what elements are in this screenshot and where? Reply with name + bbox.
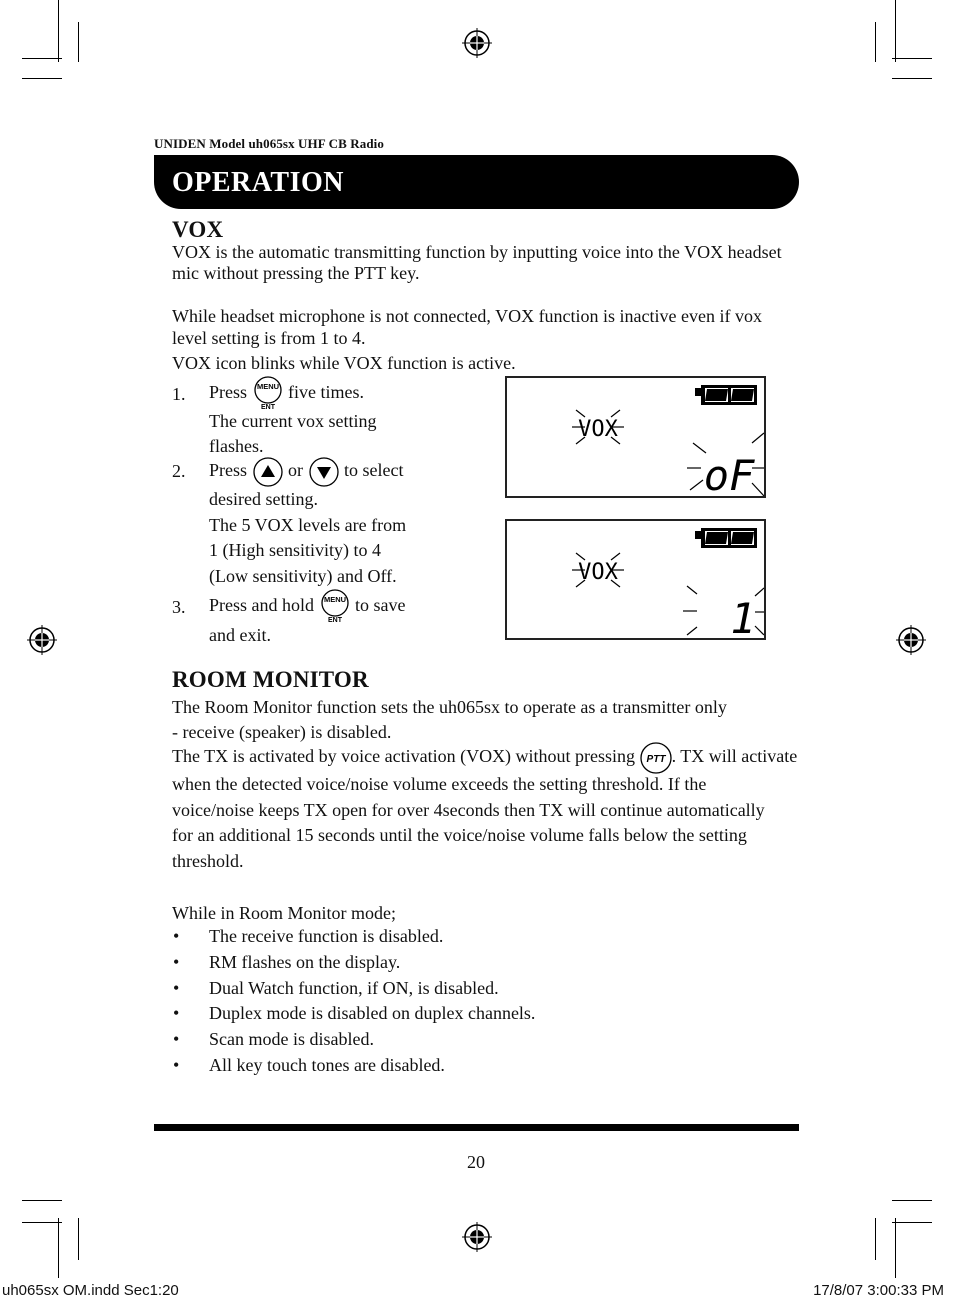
lcd-graphic — [507, 521, 764, 638]
registration-mark-icon — [462, 28, 492, 58]
svg-text:ENT: ENT — [327, 617, 342, 624]
room-monitor-para2-first — [172, 741, 797, 775]
lcd-value: 1 — [730, 594, 756, 638]
section-title: OPERATION — [172, 167, 344, 198]
lcd-graphic — [507, 378, 764, 496]
down-arrow-key-icon — [308, 456, 340, 488]
timestamp: 17/8/07 3:00:33 PM — [813, 1282, 944, 1299]
list-item: RM flashes on the display. — [209, 952, 401, 972]
bullet-icon: • — [173, 1055, 180, 1075]
step-number: 2. — [172, 461, 186, 481]
step-1-line: flashes. — [209, 436, 264, 456]
lcd-vox-label: VOX — [578, 417, 618, 442]
vox-note-line-3: VOX icon blinks while VOX function is active. — [172, 353, 516, 373]
para-text: The TX is activated by voice activation (VOX) without pressing — [172, 746, 636, 767]
step-text: five times. — [288, 382, 364, 403]
step-text: to select — [344, 460, 404, 481]
step-2-line: 1 (High sensitivity) to 4 — [209, 540, 381, 560]
footer-rule — [154, 1124, 799, 1131]
bullet-icon: • — [173, 978, 180, 998]
svg-text:MENU: MENU — [323, 595, 346, 604]
battery-icon — [695, 528, 757, 548]
registration-mark-icon — [462, 1222, 492, 1252]
room-monitor-para2-line: threshold. — [172, 851, 244, 871]
svg-text:PTT: PTT — [646, 754, 666, 765]
para-text: . TX will activate — [671, 746, 798, 767]
room-monitor-para2-line: when the detected voice/noise volume exceeds the setting threshold. If the — [172, 774, 707, 794]
step-2-line: (Low sensitivity) and Off. — [209, 566, 397, 586]
step-2 — [209, 456, 404, 488]
step-number: 1. — [172, 384, 186, 404]
vox-intro-line-1: VOX is the automatic transmitting function by inputting voice into the VOX headset — [172, 242, 782, 262]
step-text: Press — [209, 460, 248, 481]
room-monitor-para2-line: for an additional 15 seconds until the voice/noise volume falls below the setting — [172, 825, 747, 845]
list-item: Duplex mode is disabled on duplex channels. — [209, 1003, 536, 1023]
step-2-line: The 5 VOX levels are from — [209, 515, 407, 535]
section-banner — [154, 155, 799, 209]
menu-ent-key-icon — [319, 589, 351, 625]
bullet-icon: • — [173, 926, 180, 946]
registration-mark-icon — [27, 625, 57, 655]
step-text: Press — [209, 382, 248, 403]
up-arrow-key-icon — [252, 456, 284, 488]
step-text: Press and hold — [209, 595, 314, 616]
lcd-vox-label: VOX — [578, 560, 618, 585]
step-2-line: desired setting. — [209, 489, 318, 509]
room-monitor-para2-line: voice/noise keeps TX open for over 4seconds then TX will continue automatically — [172, 800, 765, 820]
ptt-key-icon — [640, 741, 672, 775]
step-text: to save — [355, 595, 406, 616]
vox-note-line-1: While headset microphone is not connected, VOX function is inactive even if vox — [172, 306, 763, 326]
bullet-icon: • — [173, 1003, 180, 1023]
step-1 — [209, 376, 364, 412]
vox-note-line-2: level setting is from 1 to 4. — [172, 328, 366, 348]
bullet-icon: • — [173, 952, 180, 972]
step-1-line: The current vox setting — [209, 411, 377, 431]
file-info: uh065sx OM.indd Sec1:20 — [2, 1282, 179, 1299]
list-item: The receive function is disabled. — [209, 926, 444, 946]
room-monitor-while: While in Room Monitor mode; — [172, 903, 396, 923]
list-item: Dual Watch function, if ON, is disabled. — [209, 978, 499, 998]
vox-heading: VOX — [172, 217, 224, 242]
vox-intro-line-2: mic without pressing the PTT key. — [172, 263, 420, 283]
bullet-icon: • — [173, 1029, 180, 1049]
step-text: or — [288, 460, 304, 481]
registration-mark-icon — [896, 625, 926, 655]
page-number: 20 — [467, 1152, 485, 1172]
step-number: 3. — [172, 597, 186, 617]
battery-icon — [695, 385, 757, 405]
room-monitor-para1-line: - receive (speaker) is disabled. — [172, 722, 392, 742]
step-3-line: and exit. — [209, 625, 271, 645]
lcd-display-off — [505, 376, 766, 498]
step-3 — [209, 589, 405, 625]
svg-text:MENU: MENU — [256, 382, 279, 391]
lcd-display-level-1 — [505, 519, 766, 640]
room-monitor-para1-line: The Room Monitor function sets the uh065sx to operate as a transmitter only — [172, 697, 727, 717]
menu-ent-key-icon — [252, 376, 284, 412]
list-item: Scan mode is disabled. — [209, 1029, 374, 1049]
room-monitor-heading: ROOM MONITOR — [172, 667, 369, 692]
svg-text:ENT: ENT — [260, 404, 275, 411]
list-item: All key touch tones are disabled. — [209, 1055, 445, 1075]
model-header: UNIDEN Model uh065sx UHF CB Radio — [154, 136, 384, 151]
lcd-value: oF — [703, 451, 755, 496]
